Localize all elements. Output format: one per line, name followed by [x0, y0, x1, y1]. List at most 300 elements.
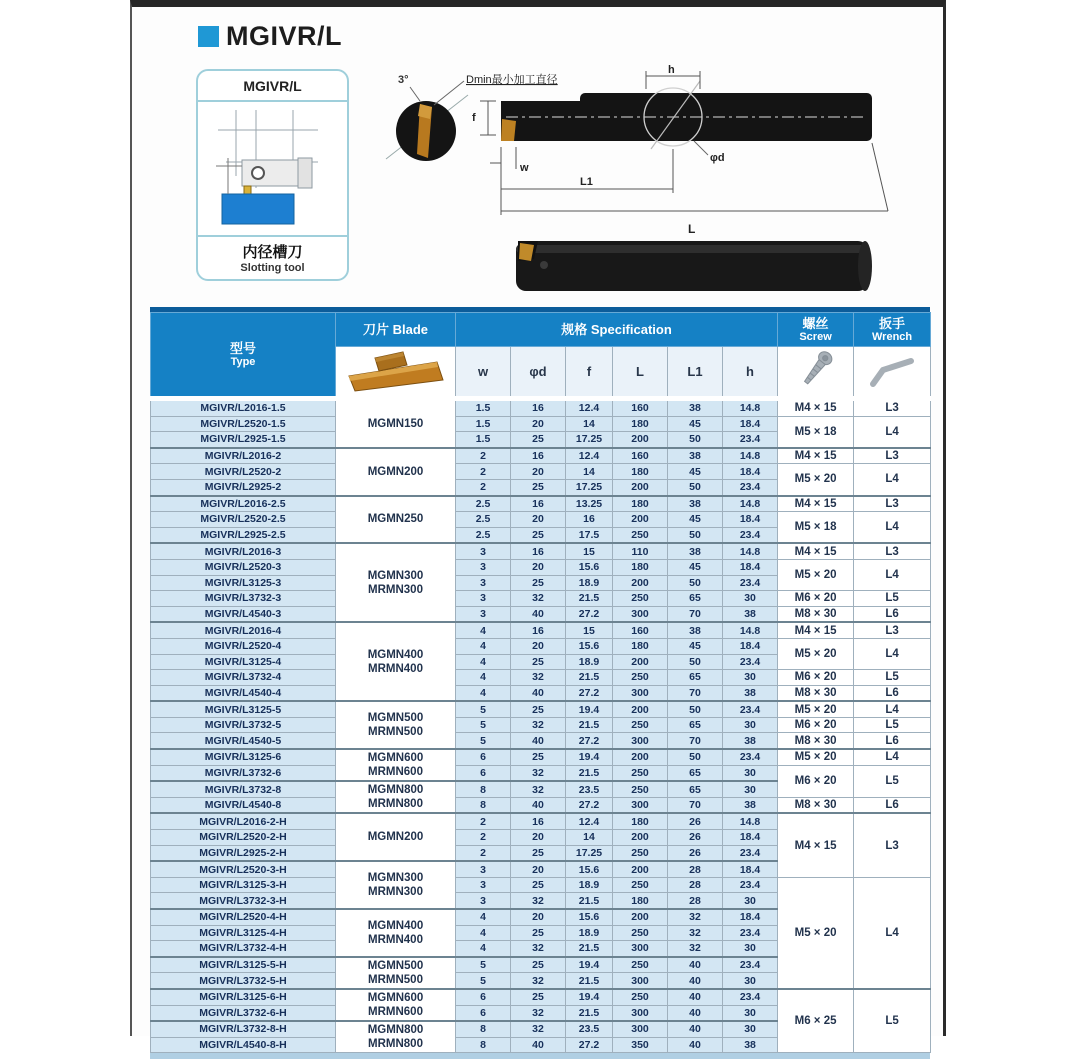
spec-value-cell-h: 18.4: [723, 464, 778, 480]
spec-value-cell-w: 6: [456, 989, 511, 1005]
spec-value-cell-f: 27.2: [566, 606, 613, 622]
spec-value-cell-d: 16: [511, 496, 566, 512]
table-bottom-bar: [150, 1053, 930, 1059]
model-type-cell: MGIVR/L2016-2: [151, 448, 336, 464]
screw-size-cell: M5 × 20: [778, 701, 854, 717]
spec-value-cell-d: 40: [511, 797, 566, 813]
spec-value-cell-h: 30: [723, 591, 778, 607]
spec-value-cell-L1: 45: [668, 638, 723, 654]
spec-value-cell-f: 19.4: [566, 957, 613, 973]
wrench-icon: [865, 348, 919, 392]
spec-value-cell-L1: 40: [668, 1037, 723, 1053]
spec-value-cell-h: 14.8: [723, 496, 778, 512]
spec-value-cell-L: 250: [613, 717, 668, 733]
spec-value-cell-f: 18.9: [566, 654, 613, 670]
spec-value-cell-w: 8: [456, 781, 511, 797]
spec-value-cell-h: 30: [723, 765, 778, 781]
dim-w-label: w: [520, 162, 529, 174]
spec-value-cell-w: 3: [456, 559, 511, 575]
model-type-cell: MGIVR/L3732-6: [151, 765, 336, 781]
wrench-size-cell: L4: [854, 559, 931, 590]
spec-value-cell-w: 5: [456, 701, 511, 717]
blade-model-cell: MGMN600 MRMN600: [336, 989, 456, 1021]
spec-value-cell-w: 5: [456, 733, 511, 749]
spec-value-cell-d: 20: [511, 861, 566, 877]
model-type-cell: MGIVR/L3732-8-H: [151, 1021, 336, 1037]
spec-value-cell-L1: 28: [668, 877, 723, 893]
spec-value-cell-f: 21.5: [566, 591, 613, 607]
wrench-size-cell: L4: [854, 416, 931, 448]
screw-size-cell: M5 × 20: [778, 464, 854, 496]
spec-value-cell-f: 21.5: [566, 717, 613, 733]
wrench-image-cell: [854, 347, 931, 399]
spec-value-cell-L: 160: [613, 448, 668, 464]
spec-value-cell-L1: 65: [668, 591, 723, 607]
model-type-cell: MGIVR/L2016-2-H: [151, 813, 336, 829]
header-wrench-cn: 扳手: [879, 315, 906, 331]
spec-value-cell-L: 250: [613, 989, 668, 1005]
spec-value-cell-L1: 70: [668, 733, 723, 749]
spec-value-cell-L1: 45: [668, 559, 723, 575]
blade-model-cell: MGMN800 MRMN800: [336, 1021, 456, 1053]
spec-value-cell-h: 23.4: [723, 701, 778, 717]
spec-value-cell-w: 5: [456, 973, 511, 989]
spec-value-cell-L1: 45: [668, 464, 723, 480]
subheader-L1: L1: [668, 347, 723, 399]
spec-value-cell-f: 19.4: [566, 701, 613, 717]
spec-value-cell-f: 27.2: [566, 685, 613, 701]
model-type-cell: MGIVR/L3732-8: [151, 781, 336, 797]
table-row: [151, 448, 931, 464]
spec-value-cell-d: 40: [511, 1037, 566, 1053]
model-type-cell: MGIVR/L4540-3: [151, 606, 336, 622]
spec-value-cell-L1: 28: [668, 861, 723, 877]
table-row: [151, 797, 931, 813]
model-type-cell: MGIVR/L2520-2: [151, 464, 336, 480]
screw-size-cell: M8 × 30: [778, 606, 854, 622]
spec-value-cell-L1: 50: [668, 479, 723, 495]
model-type-cell: MGIVR/L3732-5-H: [151, 973, 336, 989]
spec-value-cell-h: 23.4: [723, 989, 778, 1005]
spec-value-cell-L: 200: [613, 512, 668, 528]
spec-value-cell-w: 5: [456, 957, 511, 973]
spec-value-cell-f: 27.2: [566, 797, 613, 813]
screw-size-cell: M5 × 18: [778, 512, 854, 544]
wrench-size-cell: L5: [854, 989, 931, 1053]
spec-value-cell-L: 250: [613, 765, 668, 781]
spec-value-cell-f: 18.9: [566, 575, 613, 591]
spec-value-cell-d: 25: [511, 527, 566, 543]
model-type-cell: MGIVR/L2016-4: [151, 622, 336, 638]
wrench-size-cell: L3: [854, 543, 931, 559]
header-type: [151, 313, 336, 399]
model-type-cell: MGIVR/L2520-2-H: [151, 830, 336, 846]
spec-value-cell-h: 23.4: [723, 575, 778, 591]
spec-value-cell-f: 15.6: [566, 909, 613, 925]
screw-size-cell: M6 × 25: [778, 989, 854, 1053]
model-type-cell: MGIVR/L3125-5-H: [151, 957, 336, 973]
spec-value-cell-d: 32: [511, 591, 566, 607]
model-type-cell: MGIVR/L3732-6-H: [151, 1005, 336, 1021]
model-type-cell: MGIVR/L2925-2-H: [151, 845, 336, 861]
spec-value-cell-L1: 65: [668, 781, 723, 797]
spec-value-cell-d: 20: [511, 638, 566, 654]
spec-value-cell-L: 300: [613, 941, 668, 957]
holder-schematic-icon: [198, 102, 347, 230]
spec-value-cell-f: 17.5: [566, 527, 613, 543]
tool-card-drawing: [198, 102, 347, 235]
wrench-size-cell: L3: [854, 496, 931, 512]
spec-value-cell-w: 2: [456, 830, 511, 846]
spec-value-cell-f: 17.25: [566, 479, 613, 495]
wrench-size-cell: L5: [854, 591, 931, 607]
spec-value-cell-d: 16: [511, 622, 566, 638]
spec-value-cell-w: 4: [456, 909, 511, 925]
table-row: [151, 717, 931, 733]
spec-value-cell-L: 200: [613, 432, 668, 448]
model-type-cell: MGIVR/L3125-6-H: [151, 989, 336, 1005]
model-type-cell: MGIVR/L4540-8-H: [151, 1037, 336, 1053]
screw-size-cell: M8 × 30: [778, 685, 854, 701]
model-type-cell: MGIVR/L3125-3: [151, 575, 336, 591]
spec-value-cell-h: 14.8: [723, 543, 778, 559]
spec-value-cell-f: 27.2: [566, 1037, 613, 1053]
dim-f-label: f: [472, 112, 476, 124]
spec-value-cell-f: 23.5: [566, 1021, 613, 1037]
spec-value-cell-L1: 32: [668, 925, 723, 941]
wrench-size-cell: L5: [854, 670, 931, 686]
spec-value-cell-h: 18.4: [723, 559, 778, 575]
screw-size-cell: M6 × 20: [778, 670, 854, 686]
model-type-cell: MGIVR/L2925-2.5: [151, 527, 336, 543]
spec-value-cell-d: 20: [511, 830, 566, 846]
spec-value-cell-w: 2.5: [456, 512, 511, 528]
spec-value-cell-w: 2: [456, 813, 511, 829]
wrench-size-cell: L4: [854, 877, 931, 989]
header-blade: 刀片 Blade: [336, 313, 456, 347]
spec-value-cell-w: 3: [456, 877, 511, 893]
spec-value-cell-h: 18.4: [723, 909, 778, 925]
spec-value-cell-f: 12.4: [566, 448, 613, 464]
spec-value-cell-L: 160: [613, 399, 668, 417]
model-type-cell: MGIVR/L2016-1.5: [151, 399, 336, 417]
spec-value-cell-h: 38: [723, 1037, 778, 1053]
dmin-label: Dmin最小加工直径: [466, 74, 558, 86]
spec-value-cell-L1: 32: [668, 941, 723, 957]
model-type-cell: MGIVR/L3732-4-H: [151, 941, 336, 957]
spec-value-cell-w: 1.5: [456, 399, 511, 417]
spec-value-cell-L: 250: [613, 781, 668, 797]
spec-value-cell-d: 25: [511, 654, 566, 670]
table-row: [151, 512, 931, 528]
screw-size-cell: M6 × 20: [778, 765, 854, 797]
dim-d-label: φd: [710, 152, 725, 164]
spec-value-cell-f: 15: [566, 543, 613, 559]
spec-value-cell-f: 23.5: [566, 781, 613, 797]
spec-value-cell-w: 2: [456, 479, 511, 495]
spec-value-cell-L: 200: [613, 479, 668, 495]
spec-value-cell-L: 200: [613, 861, 668, 877]
spec-value-cell-L: 180: [613, 813, 668, 829]
subheader-L: L: [613, 347, 668, 399]
model-type-cell: MGIVR/L3732-5: [151, 717, 336, 733]
model-type-cell: MGIVR/L2520-1.5: [151, 416, 336, 432]
model-type-cell: MGIVR/L2520-3: [151, 559, 336, 575]
model-type-cell: MGIVR/L2520-4-H: [151, 909, 336, 925]
spec-value-cell-L1: 50: [668, 749, 723, 765]
blade-model-cell: MGMN150: [336, 399, 456, 448]
spec-value-cell-f: 17.25: [566, 432, 613, 448]
spec-value-cell-f: 14: [566, 830, 613, 846]
spec-value-cell-L: 300: [613, 973, 668, 989]
screw-image-cell: [778, 347, 854, 399]
spec-value-cell-L: 180: [613, 638, 668, 654]
spec-value-cell-w: 4: [456, 670, 511, 686]
spec-value-cell-L: 200: [613, 575, 668, 591]
spec-value-cell-L1: 40: [668, 957, 723, 973]
tool-card-caption: [198, 235, 347, 280]
technical-drawing: [368, 59, 948, 295]
screw-size-cell: M5 × 20: [778, 877, 854, 989]
spec-value-cell-w: 4: [456, 941, 511, 957]
spec-value-cell-L1: 50: [668, 527, 723, 543]
spec-value-cell-d: 25: [511, 877, 566, 893]
spec-value-cell-w: 4: [456, 654, 511, 670]
model-type-cell: MGIVR/L2925-1.5: [151, 432, 336, 448]
spec-value-cell-h: 38: [723, 685, 778, 701]
spec-value-cell-f: 14: [566, 464, 613, 480]
spec-value-cell-L1: 38: [668, 448, 723, 464]
table-row: [151, 496, 931, 512]
table-row: [151, 622, 931, 638]
spec-value-cell-h: 30: [723, 973, 778, 989]
spec-value-cell-h: 18.4: [723, 512, 778, 528]
spec-value-cell-f: 16: [566, 512, 613, 528]
spec-value-cell-L1: 40: [668, 973, 723, 989]
spec-value-cell-L1: 45: [668, 416, 723, 432]
blade-model-cell: MGMN500 MRMN500: [336, 957, 456, 989]
spec-value-cell-f: 18.9: [566, 925, 613, 941]
spec-value-cell-h: 18.4: [723, 830, 778, 846]
spec-value-cell-d: 25: [511, 575, 566, 591]
spec-value-cell-f: 12.4: [566, 813, 613, 829]
wrench-size-cell: L3: [854, 399, 931, 417]
spec-value-cell-L1: 26: [668, 845, 723, 861]
model-type-cell: MGIVR/L3125-4-H: [151, 925, 336, 941]
angle-label: 3°: [398, 74, 409, 86]
screw-size-cell: M6 × 20: [778, 591, 854, 607]
dim-h-label: h: [668, 64, 675, 76]
spec-value-cell-h: 14.8: [723, 813, 778, 829]
blue-square-bullet-icon: [198, 26, 219, 47]
wrench-size-cell: L4: [854, 464, 931, 496]
spec-value-cell-d: 40: [511, 733, 566, 749]
spec-value-cell-h: 14.8: [723, 448, 778, 464]
spec-value-cell-L: 300: [613, 797, 668, 813]
table-row: [151, 559, 931, 575]
spec-value-cell-h: 30: [723, 670, 778, 686]
spec-value-cell-d: 32: [511, 973, 566, 989]
table-row: [151, 670, 931, 686]
model-type-cell: MGIVR/L3732-4: [151, 670, 336, 686]
spec-value-cell-w: 2: [456, 845, 511, 861]
spec-value-cell-L1: 26: [668, 830, 723, 846]
wrench-size-cell: L4: [854, 749, 931, 765]
spec-value-cell-f: 27.2: [566, 733, 613, 749]
spec-value-cell-L1: 38: [668, 496, 723, 512]
spec-value-cell-f: 21.5: [566, 893, 613, 909]
table-row: [151, 733, 931, 749]
spec-value-cell-f: 15: [566, 622, 613, 638]
spec-value-cell-w: 1.5: [456, 416, 511, 432]
spec-value-cell-w: 2.5: [456, 527, 511, 543]
spec-value-cell-h: 18.4: [723, 416, 778, 432]
spec-value-cell-f: 21.5: [566, 941, 613, 957]
table-row: [151, 416, 931, 432]
spec-value-cell-L1: 45: [668, 512, 723, 528]
spec-value-cell-w: 5: [456, 717, 511, 733]
screw-size-cell: M4 × 15: [778, 496, 854, 512]
table-row: [151, 813, 931, 829]
spec-value-cell-d: 25: [511, 957, 566, 973]
spec-value-cell-f: 14: [566, 416, 613, 432]
spec-value-cell-L: 250: [613, 925, 668, 941]
spec-value-cell-L1: 38: [668, 543, 723, 559]
screw-size-cell: M4 × 15: [778, 448, 854, 464]
spec-value-cell-f: 19.4: [566, 749, 613, 765]
spec-value-cell-d: 25: [511, 701, 566, 717]
spec-value-cell-h: 38: [723, 606, 778, 622]
spec-value-cell-L: 200: [613, 749, 668, 765]
wrench-size-cell: L6: [854, 797, 931, 813]
spec-value-cell-h: 30: [723, 781, 778, 797]
spec-value-cell-h: 30: [723, 941, 778, 957]
screw-size-cell: M4 × 15: [778, 399, 854, 417]
spec-value-cell-L: 180: [613, 496, 668, 512]
spec-value-cell-L1: 38: [668, 622, 723, 638]
model-type-cell: MGIVR/L2016-2.5: [151, 496, 336, 512]
spec-value-cell-h: 23.4: [723, 527, 778, 543]
spec-value-cell-w: 8: [456, 1037, 511, 1053]
spec-value-cell-w: 2.5: [456, 496, 511, 512]
tool-card: [196, 69, 349, 281]
model-type-cell: MGIVR/L4540-8: [151, 797, 336, 813]
table-row: [151, 749, 931, 765]
blade-model-cell: MGMN200: [336, 448, 456, 496]
model-type-cell: MGIVR/L4540-4: [151, 685, 336, 701]
header-screw-en: Screw: [799, 330, 832, 343]
header-spec: 规格 Specification: [456, 313, 778, 347]
spec-value-cell-d: 20: [511, 559, 566, 575]
spec-value-cell-w: 4: [456, 925, 511, 941]
wrench-size-cell: L4: [854, 638, 931, 669]
spec-value-cell-d: 32: [511, 1005, 566, 1021]
spec-value-cell-L: 250: [613, 670, 668, 686]
blade-model-cell: MGMN600 MRMN600: [336, 749, 456, 781]
table-row: [151, 543, 931, 559]
spec-value-cell-h: 18.4: [723, 638, 778, 654]
screw-size-cell: M4 × 15: [778, 813, 854, 877]
blade-model-cell: MGMN400 MRMN400: [336, 909, 456, 957]
model-type-cell: MGIVR/L2520-2.5: [151, 512, 336, 528]
wrench-size-cell: L6: [854, 685, 931, 701]
spec-value-cell-L: 180: [613, 464, 668, 480]
blade-model-cell: MGMN200: [336, 813, 456, 861]
spec-value-cell-f: 17.25: [566, 845, 613, 861]
spec-value-cell-d: 16: [511, 399, 566, 417]
spec-value-cell-w: 6: [456, 749, 511, 765]
page-title: [198, 21, 342, 52]
spec-value-cell-d: 25: [511, 479, 566, 495]
spec-value-cell-d: 32: [511, 1021, 566, 1037]
spec-value-cell-L: 200: [613, 830, 668, 846]
spec-value-cell-f: 12.4: [566, 399, 613, 417]
spec-table: [150, 312, 931, 1053]
spec-value-cell-L1: 32: [668, 909, 723, 925]
model-type-cell: MGIVR/L4540-5: [151, 733, 336, 749]
spec-value-cell-L: 200: [613, 654, 668, 670]
spec-value-cell-L: 300: [613, 606, 668, 622]
spec-value-cell-d: 32: [511, 893, 566, 909]
spec-value-cell-h: 23.4: [723, 957, 778, 973]
spec-value-cell-h: 38: [723, 797, 778, 813]
spec-value-cell-f: 21.5: [566, 1005, 613, 1021]
model-type-cell: MGIVR/L3732-3-H: [151, 893, 336, 909]
model-type-cell: MGIVR/L2520-3-H: [151, 861, 336, 877]
spec-value-cell-d: 32: [511, 781, 566, 797]
blade-model-cell: MGMN500 MRMN500: [336, 701, 456, 749]
spec-value-cell-L1: 50: [668, 654, 723, 670]
tool-photo-drawing: [516, 241, 872, 291]
spec-value-cell-d: 25: [511, 989, 566, 1005]
header-type-en: Type: [230, 355, 256, 368]
screw-size-cell: M4 × 15: [778, 543, 854, 559]
blade-model-cell: MGMN250: [336, 496, 456, 544]
spec-value-cell-w: 3: [456, 543, 511, 559]
dim-l-label: L: [688, 222, 696, 236]
spec-value-cell-w: 3: [456, 606, 511, 622]
spec-value-cell-h: 23.4: [723, 877, 778, 893]
spec-value-cell-L: 160: [613, 622, 668, 638]
spec-value-cell-h: 30: [723, 893, 778, 909]
wrench-size-cell: L3: [854, 448, 931, 464]
spec-value-cell-f: 21.5: [566, 670, 613, 686]
header-type-cn: 型号: [229, 340, 256, 356]
spec-value-cell-h: 30: [723, 1021, 778, 1037]
blade-model-cell: MGMN300 MRMN300: [336, 861, 456, 909]
spec-value-cell-d: 40: [511, 685, 566, 701]
spec-value-cell-d: 16: [511, 448, 566, 464]
spec-value-cell-L: 300: [613, 1005, 668, 1021]
spec-value-cell-h: 23.4: [723, 749, 778, 765]
spec-value-cell-h: 18.4: [723, 861, 778, 877]
table-row: [151, 399, 931, 417]
table-row: [151, 877, 931, 893]
spec-value-cell-h: 30: [723, 717, 778, 733]
screw-size-cell: M5 × 18: [778, 416, 854, 448]
spec-value-cell-h: 23.4: [723, 432, 778, 448]
spec-value-cell-f: 19.4: [566, 989, 613, 1005]
screw-icon: [794, 348, 838, 392]
spec-value-cell-d: 20: [511, 464, 566, 480]
page-title-text: MGIVR/L: [226, 21, 342, 51]
spec-value-cell-w: 4: [456, 685, 511, 701]
spec-value-cell-d: 32: [511, 717, 566, 733]
spec-value-cell-L: 200: [613, 909, 668, 925]
wrench-size-cell: L3: [854, 813, 931, 877]
spec-value-cell-L: 110: [613, 543, 668, 559]
model-type-cell: MGIVR/L2925-2: [151, 479, 336, 495]
